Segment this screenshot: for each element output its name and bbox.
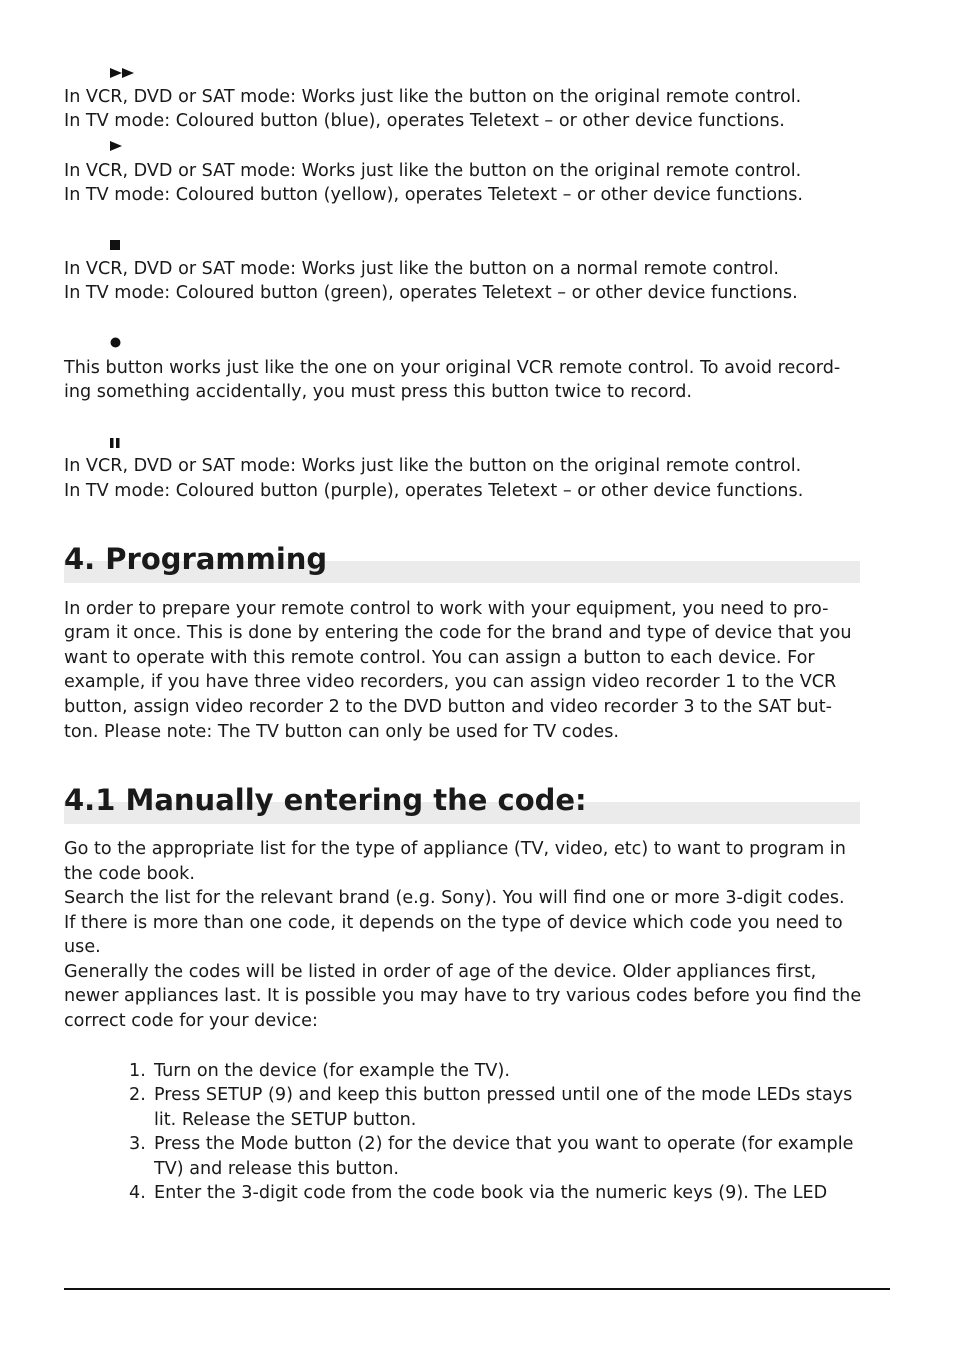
play-icon <box>110 141 124 151</box>
fast-forward-description-2: In TV mode: Coloured button (blue), operates Teletext – or other device functions. <box>64 111 785 131</box>
play-description-2: In TV mode: Coloured button (yellow), operates Teletext – or other device functions. <box>64 185 804 205</box>
stop-icon <box>110 240 121 251</box>
paragraph-line: correct code for your device: <box>64 1011 318 1031</box>
step-number: 2. <box>129 1085 146 1105</box>
paragraph-line: example, if you have three video recorders, you can assign video recorder 1 to the VCR <box>64 672 837 692</box>
step-text: TV) and release this button. <box>154 1159 399 1179</box>
step-text: Enter the 3-digit code from the code book via the numeric keys (9). The LED <box>154 1183 828 1203</box>
paragraph-line: want to operate with this remote control. You can assign a button to each device. For <box>64 648 815 668</box>
paragraph-line: the code book. <box>64 864 195 884</box>
paragraph-line: Search the list for the relevant brand (e.g. Sony). You will find one or more 3-digit codes. <box>64 888 845 908</box>
step-number: 4. <box>129 1183 146 1203</box>
paragraph-line: newer appliances last. It is possible you may have to try various codes before you find the <box>64 986 862 1006</box>
stop-description-2: In TV mode: Coloured button (green), operates Teletext – or other device functions. <box>64 283 798 303</box>
step-text: Press the Mode button (2) for the device that you want to operate (for example <box>154 1134 854 1154</box>
footer-rule <box>64 1288 890 1290</box>
step-text: lit. Release the SETUP button. <box>154 1110 417 1130</box>
step-number: 3. <box>129 1134 146 1154</box>
paragraph-line: In order to prepare your remote control to work with your equipment, you need to pro- <box>64 599 829 619</box>
step-text: Turn on the device (for example the TV). <box>154 1061 510 1081</box>
paragraph-line: use. <box>64 937 101 957</box>
stop-description-1: In VCR, DVD or SAT mode: Works just like the button on a normal remote control. <box>64 259 780 279</box>
record-description-1: This button works just like the one on your original VCR remote control. To avoid record- <box>64 358 841 378</box>
fast-forward-description-1: In VCR, DVD or SAT mode: Works just like the button on the original remote control. <box>64 87 802 107</box>
section-heading-manual-code: 4.1 Manually entering the code: <box>64 783 587 817</box>
section-heading-programming: 4. Programming <box>64 542 328 576</box>
paragraph-line: Go to the appropriate list for the type of appliance (TV, video, etc) to want to program in <box>64 839 846 859</box>
pause-description-2: In TV mode: Coloured button (purple), operates Teletext – or other device functions. <box>64 481 804 501</box>
paragraph-line: button, assign video recorder 2 to the DVD button and video recorder 3 to the SAT but- <box>64 697 832 717</box>
paragraph-line: ton. Please note: The TV button can only be used for TV codes. <box>64 722 619 742</box>
pause-icon <box>110 438 121 449</box>
paragraph-line: gram it once. This is done by entering the code for the brand and type of device that you <box>64 623 852 643</box>
record-icon <box>110 337 122 349</box>
fast-forward-icon <box>110 68 136 78</box>
pause-description-1: In VCR, DVD or SAT mode: Works just like the button on the original remote control. <box>64 456 802 476</box>
step-number: 1. <box>129 1061 146 1081</box>
paragraph-line: Generally the codes will be listed in order of age of the device. Older appliances first, <box>64 962 817 982</box>
paragraph-line: If there is more than one code, it depends on the type of device which code you need to <box>64 913 843 933</box>
step-text: Press SETUP (9) and keep this button pressed until one of the mode LEDs stays <box>154 1085 853 1105</box>
play-description-1: In VCR, DVD or SAT mode: Works just like the button on the original remote control. <box>64 161 802 181</box>
record-description-2: ing something accidentally, you must press this button twice to record. <box>64 382 693 402</box>
